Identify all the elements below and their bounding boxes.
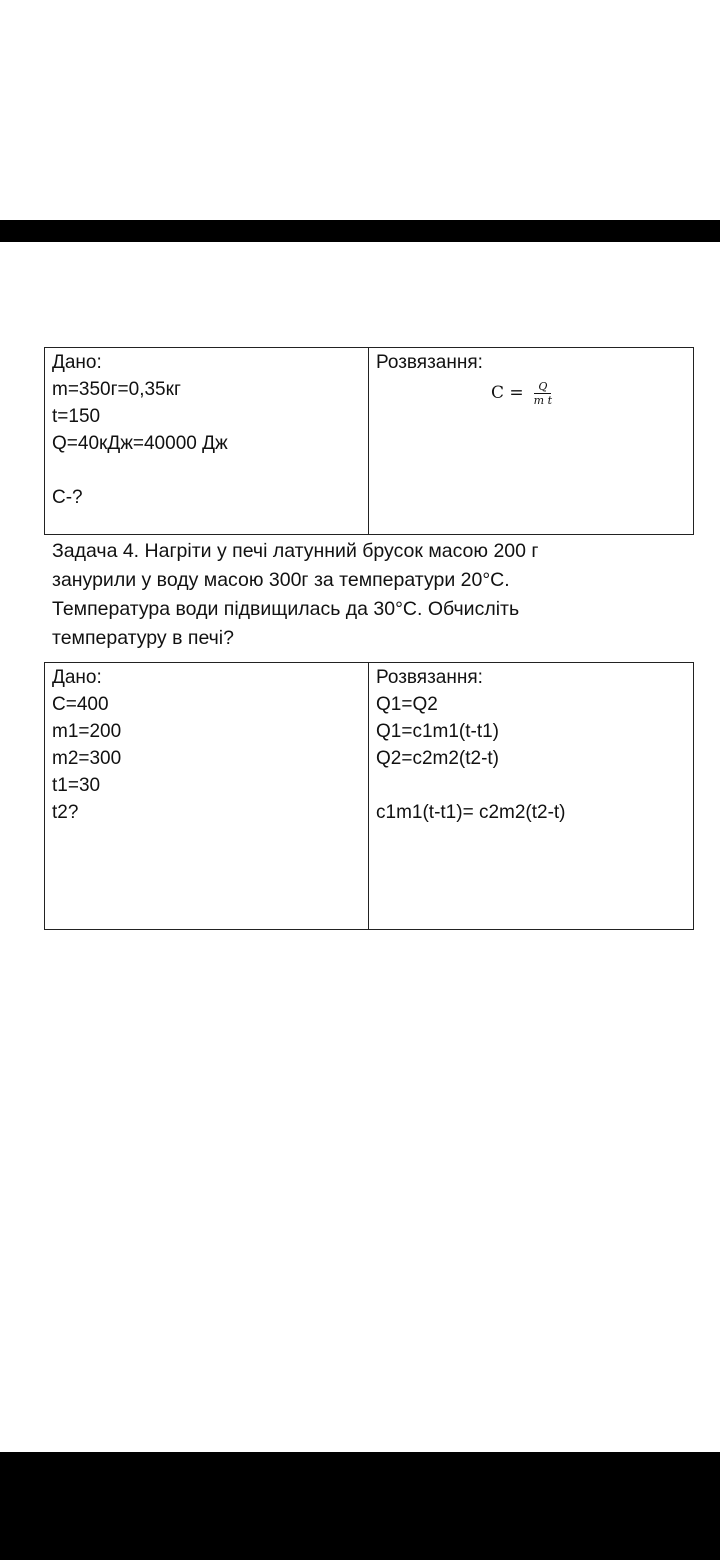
given-line: t2?	[52, 802, 79, 823]
given-line: C-?	[52, 487, 83, 508]
given-cell	[45, 663, 369, 930]
solution-label: Розвязання:	[376, 352, 483, 373]
given-line: t1=30	[52, 775, 101, 796]
solution-label: Розвязання:	[376, 667, 483, 688]
formula-lhs: C =	[491, 383, 524, 403]
given-line: Дано:	[52, 667, 102, 688]
given-line: Q=40кДж=40000 Дж	[52, 433, 228, 454]
solution-line: Q1=Q2	[376, 694, 438, 715]
formula-fraction	[530, 381, 556, 407]
formula-denominator: m t	[533, 393, 553, 407]
solution-line: Q1=c1m1(t-t1)	[376, 721, 500, 742]
formula-numerator: Q	[534, 381, 551, 394]
task3-table	[44, 347, 694, 535]
solution-line: Q2=c2m2(t2-t)	[376, 748, 500, 769]
problem-line: температуру в печі?	[52, 627, 234, 649]
solution-cell	[369, 348, 694, 535]
solution-cell	[369, 663, 694, 930]
problem-line: Температура води підвищилась да 30°С. Обчисліть	[52, 598, 520, 620]
bottom-black-bar	[0, 1452, 720, 1560]
given-cell	[45, 348, 369, 535]
heat-capacity-formula	[491, 380, 686, 407]
problem-line: занурили у воду масою 300г за температури 20°С.	[52, 569, 510, 591]
given-line: m2=300	[52, 748, 122, 769]
given-line: m1=200	[52, 721, 122, 742]
problem-4-text	[52, 537, 672, 653]
top-black-bar	[0, 220, 720, 242]
blank-line	[376, 772, 686, 799]
task4-table	[44, 662, 694, 930]
given-line: t=150	[52, 406, 101, 427]
solution-line: c1m1(t-t1)= c2m2(t2-t)	[376, 802, 566, 823]
blank-line	[52, 457, 361, 484]
given-line: С=400	[52, 694, 109, 715]
problem-line: Задача 4. Нагріти у печі латунний брусок масою 200 г	[52, 540, 539, 562]
given-line: m=350г=0,35кг	[52, 379, 181, 400]
given-line: Дано:	[52, 352, 102, 373]
